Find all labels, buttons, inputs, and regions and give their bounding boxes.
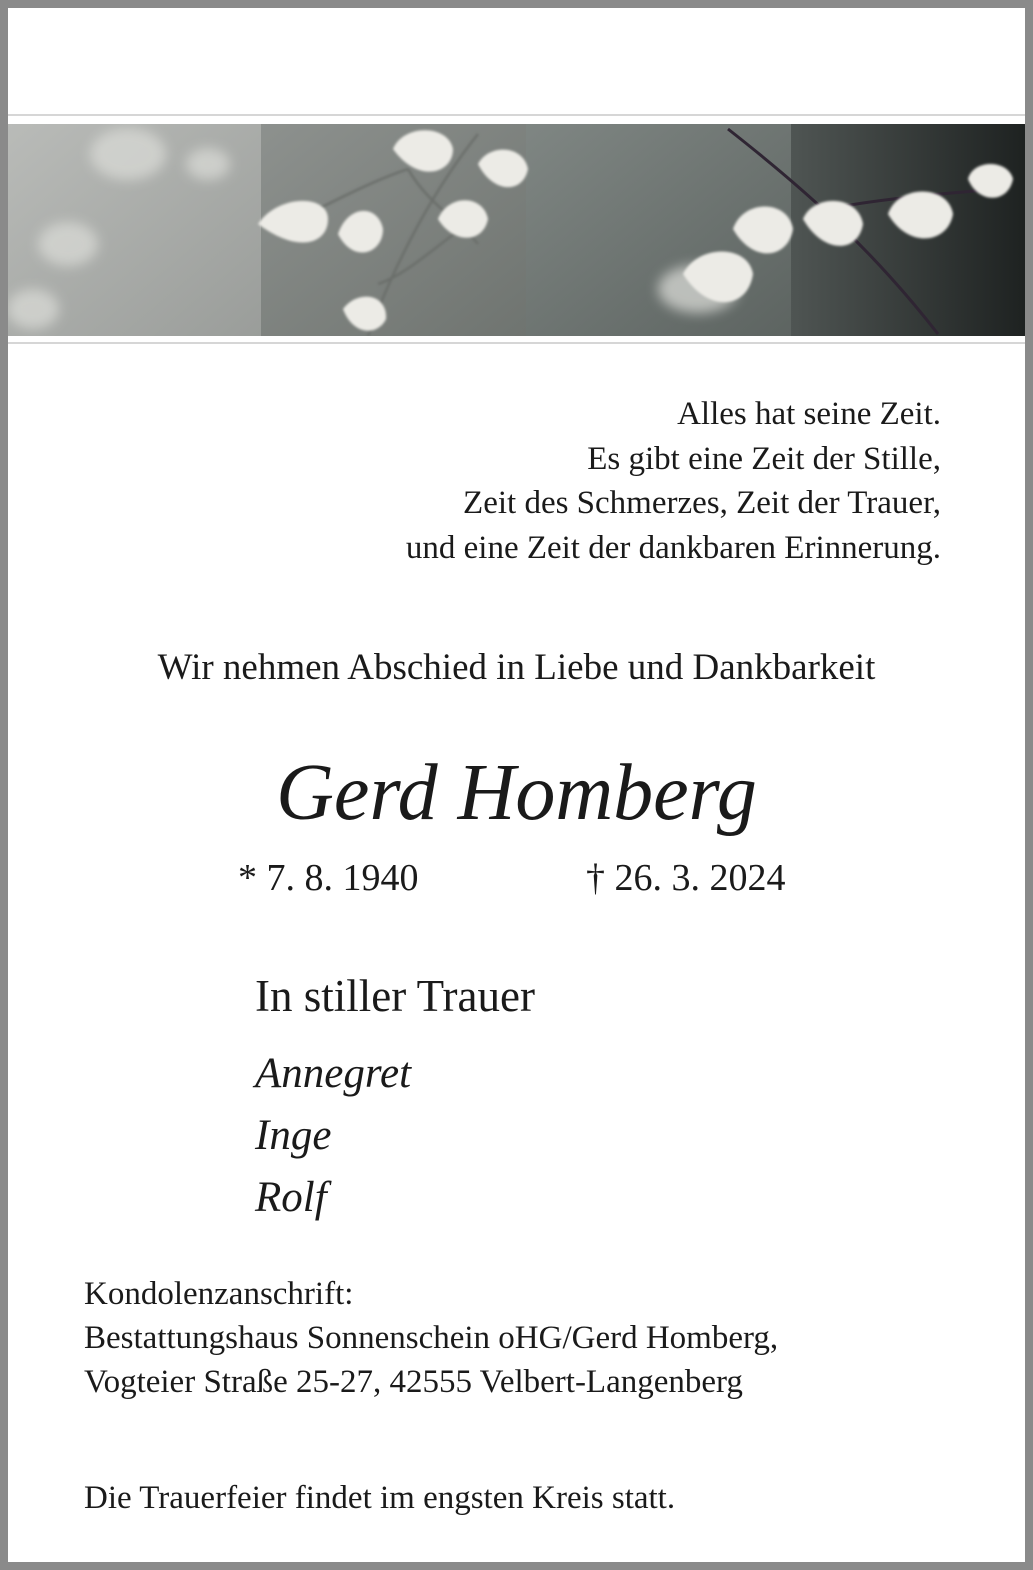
mourner-name: Rolf: [255, 1174, 327, 1221]
deceased-name: Gerd Homberg: [276, 749, 757, 837]
poem-line: und eine Zeit der dankbaren Erinnerung.: [405, 529, 941, 566]
leaf-photo-banner: [8, 124, 1025, 336]
death-date: † 26. 3. 2024: [586, 857, 786, 899]
mourner-name: Annegret: [255, 1050, 412, 1097]
leaf-photo-image: [8, 124, 1025, 336]
band-bottom-rule: [8, 342, 1025, 344]
poem-line: Zeit des Schmerzes, Zeit der Trauer,: [463, 485, 941, 521]
condolence-address: [84, 1272, 778, 1404]
mourner-name: Inge: [255, 1112, 332, 1159]
condolence-line: Bestattungshaus Sonnenschein oHG/Gerd Homberg,: [84, 1320, 779, 1356]
birth-date: * 7. 8. 1940: [238, 857, 419, 899]
poem: [406, 392, 941, 570]
condolence-line: Vogteier Straße 25-27, 42555 Velbert-Langenberg: [84, 1364, 743, 1400]
condolence-label: Kondolenzanschrift:: [84, 1276, 354, 1312]
poem-line: Alles hat seine Zeit.: [677, 396, 941, 432]
farewell-line: Wir nehmen Abschied in Liebe und Dankbarkeit: [157, 647, 876, 688]
funeral-note: Die Trauerfeier findet im engsten Kreis statt.: [84, 1480, 676, 1516]
band-top-rule: [8, 114, 1025, 116]
mourning-heading: In stiller Trauer: [255, 971, 535, 1021]
mourner-list: [255, 1043, 411, 1229]
poem-line: Es gibt eine Zeit der Stille,: [587, 440, 941, 477]
